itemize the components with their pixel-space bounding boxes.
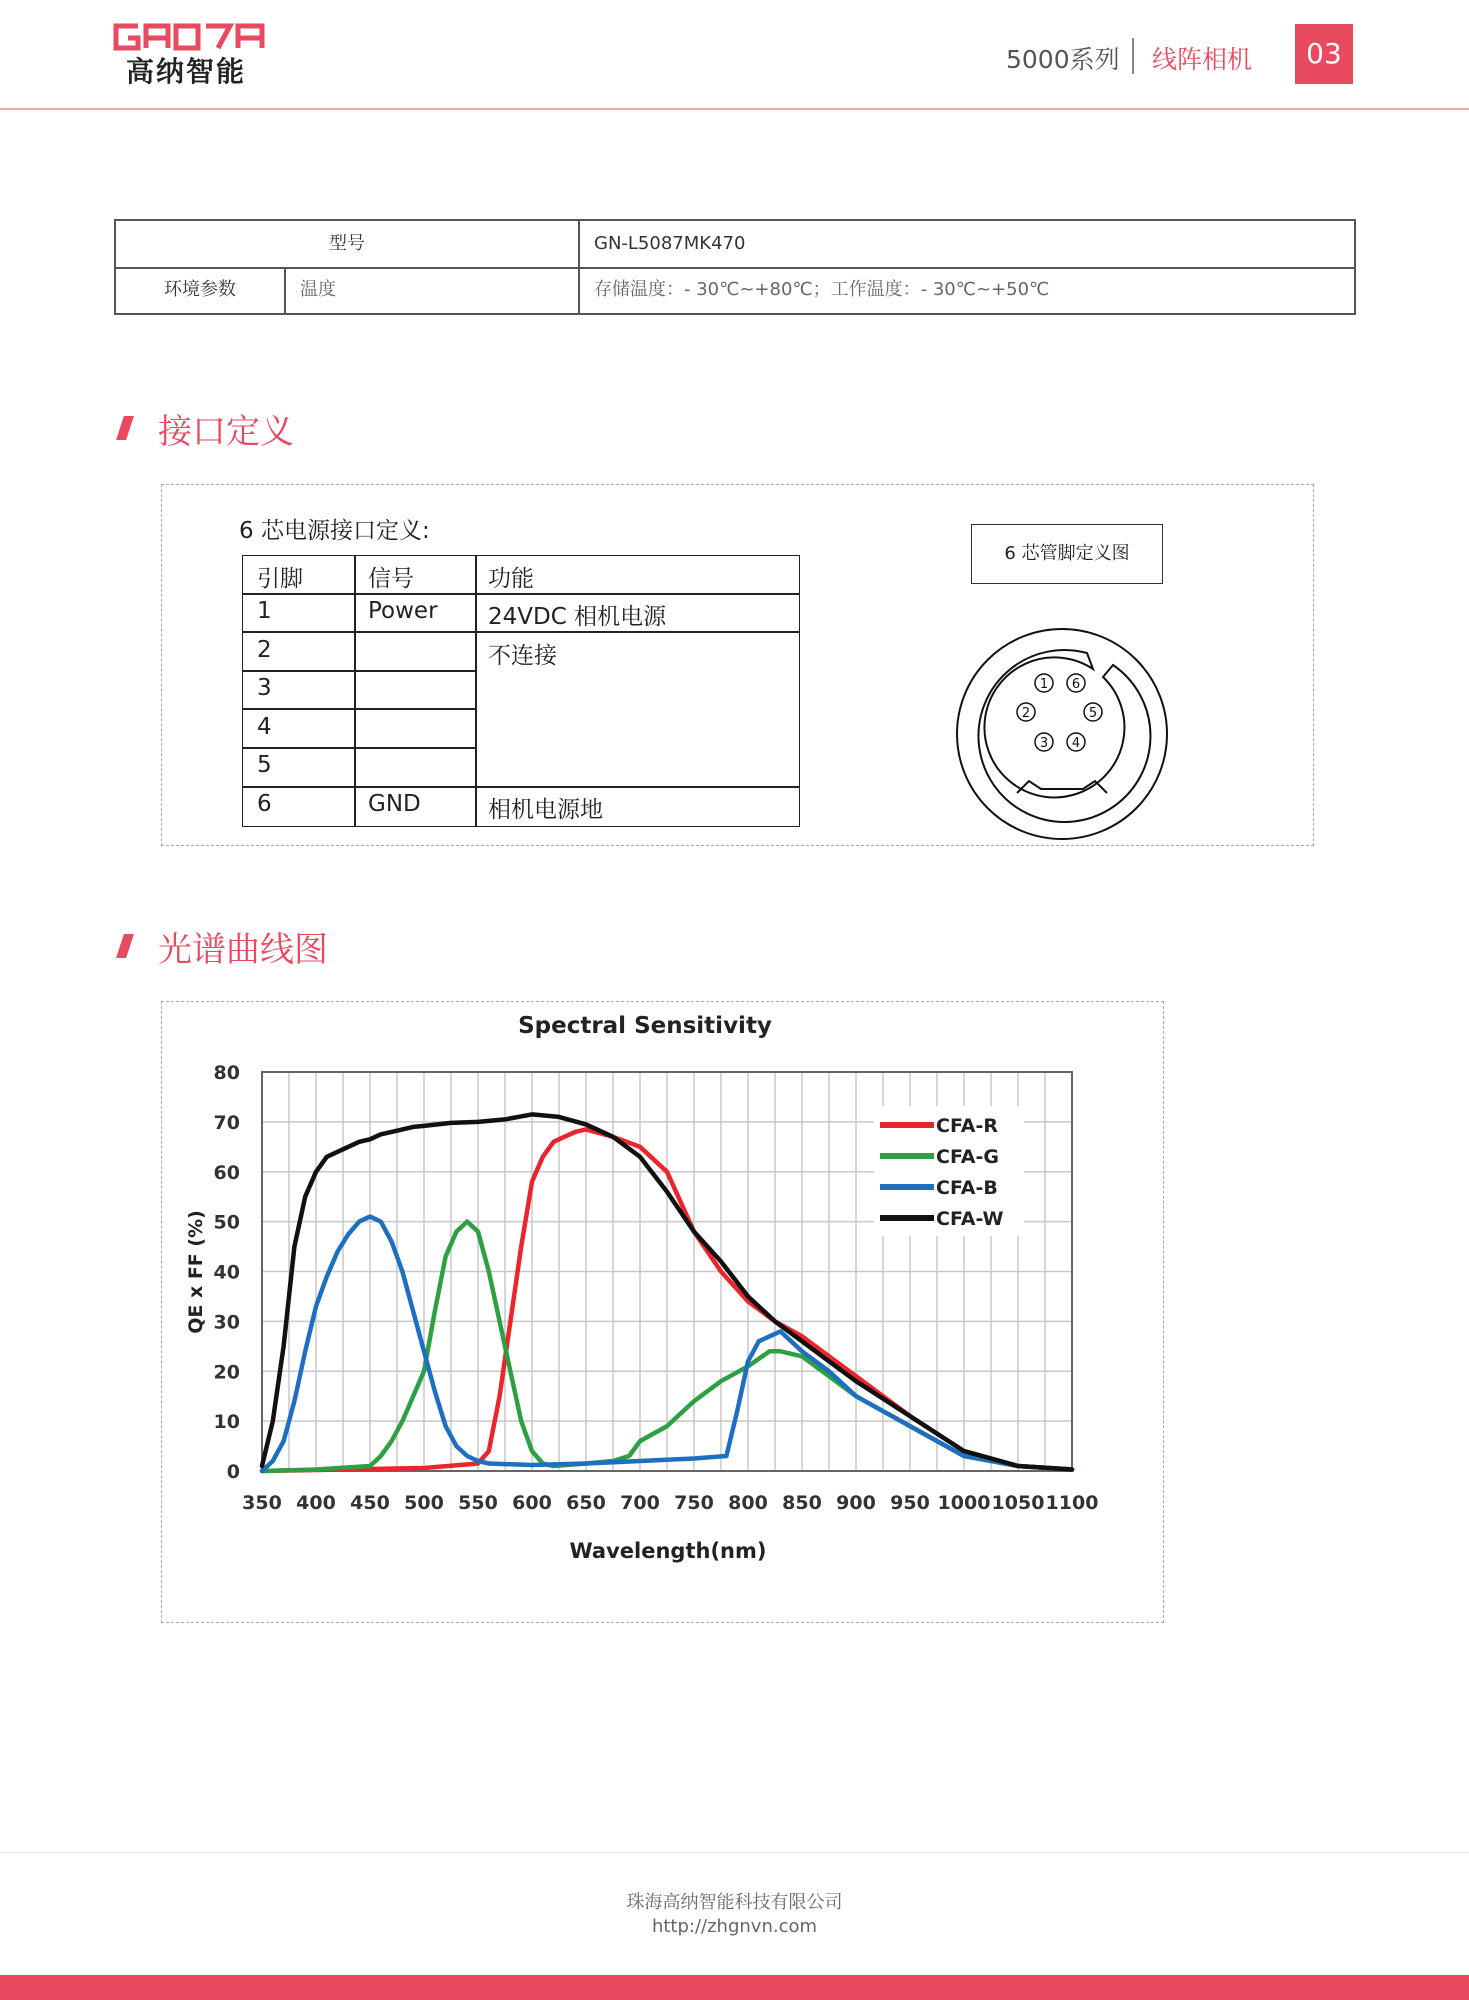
y-tick-label: 30 (213, 1311, 240, 1334)
footer-url: http://zhgnvn.com (651, 1916, 818, 1937)
header-series: 5000系列 (1006, 45, 1120, 74)
pin-5-label: 5 (1088, 706, 1098, 721)
spec-table (114, 219, 1356, 315)
logo-latin (110, 20, 270, 54)
pin-number: 1 (257, 598, 272, 624)
x-tick-label: 900 (836, 1492, 876, 1514)
row-divider (243, 747, 476, 749)
y-tick-label: 80 (213, 1062, 240, 1084)
section-marker (116, 934, 134, 958)
spec-value: 存储温度：- 30℃~+80℃；工作温度：- 30℃~+50℃ (594, 279, 1050, 300)
x-tick-label: 450 (350, 1492, 390, 1514)
x-tick-label: 1050 (991, 1492, 1045, 1514)
footer-bar (0, 1975, 1469, 2000)
pin-signal: Power (368, 598, 438, 624)
x-tick-label: 850 (782, 1492, 822, 1514)
x-axis-label: Wavelength(nm) (569, 1539, 767, 1563)
header-divider (1132, 38, 1134, 74)
section-title-interface: 接口定义 (158, 412, 294, 452)
x-tick-label: 550 (458, 1492, 498, 1514)
x-tick-label: 800 (728, 1492, 768, 1514)
connector-key (1017, 781, 1107, 793)
table-row (116, 267, 1354, 313)
logo-chinese: 高纳智能 (126, 55, 247, 88)
x-tick-label: 600 (512, 1492, 552, 1514)
x-tick-label: 950 (890, 1492, 930, 1514)
x-tick-label: 700 (620, 1492, 660, 1514)
spec-group: 环境参数 (164, 279, 236, 300)
connector-inner-ring (978, 650, 1150, 822)
y-tick-label: 50 (213, 1211, 240, 1234)
legend-label: CFA-B (936, 1177, 998, 1199)
pin-number: 3 (257, 675, 272, 701)
y-tick-label: 60 (213, 1161, 240, 1184)
legend-label: CFA-R (936, 1115, 998, 1137)
pin-function: 相机电源地 (488, 797, 603, 823)
y-tick-label: 20 (213, 1361, 240, 1384)
row-divider (243, 786, 799, 788)
spec-label: 温度 (300, 279, 336, 300)
x-tick-label: 500 (404, 1492, 444, 1514)
column-divider (475, 556, 477, 826)
x-tick-label: 1000 (937, 1492, 991, 1514)
pin-table-caption: 6 芯电源接口定义: (239, 518, 430, 544)
pin-number: 6 (257, 791, 272, 817)
y-axis-label: QE x FF (%) (185, 1210, 207, 1334)
pin-number: 5 (257, 752, 272, 778)
connector-outer-ring (957, 629, 1167, 839)
spectral-sensitivity-chart (162, 1002, 1162, 1622)
spec-label: 型号 (329, 233, 365, 254)
chart-legend (874, 1106, 1024, 1236)
x-tick-label: 1100 (1045, 1492, 1099, 1514)
footer-company: 珠海高纳智能科技有限公司 (626, 1892, 843, 1913)
chart-title: Spectral Sensitivity (518, 1013, 772, 1039)
header-function: 功能 (488, 566, 534, 592)
y-tick-label: 10 (213, 1411, 240, 1434)
pin-4-label: 4 (1071, 736, 1081, 751)
section-title-spectrum: 光谱曲线图 (158, 930, 328, 970)
footer-divider (0, 1852, 1469, 1853)
pin-number: 4 (257, 714, 272, 740)
y-tick-label: 70 (213, 1111, 240, 1134)
connector-diagram-caption: 6 芯管脚定义图 (971, 524, 1163, 584)
spec-value: GN-L5087MK470 (594, 233, 746, 254)
connector-pinout-diagram (953, 625, 1171, 843)
row-divider (243, 708, 476, 710)
pin-signal: GND (368, 791, 421, 817)
pin-function: 24VDC 相机电源 (488, 604, 667, 630)
pin-1-label: 1 (1039, 677, 1049, 692)
y-tick-label: 0 (226, 1461, 240, 1483)
section-marker (116, 416, 134, 440)
cell-divider (284, 267, 286, 313)
header-pin: 引脚 (257, 566, 303, 592)
header-category: 线阵相机 (1152, 45, 1253, 74)
row-divider (243, 593, 799, 595)
pin-table (242, 555, 800, 827)
x-tick-label: 350 (242, 1492, 282, 1514)
pin-number: 2 (257, 637, 272, 663)
x-tick-label: 650 (566, 1492, 606, 1514)
y-tick-label: 40 (213, 1261, 240, 1284)
header-divider-line (0, 108, 1469, 110)
legend-label: CFA-W (936, 1208, 1004, 1230)
table-row (116, 221, 1354, 269)
x-tick-label: 750 (674, 1492, 714, 1514)
column-divider (354, 556, 356, 826)
legend-label: CFA-G (936, 1146, 999, 1168)
header-signal: 信号 (368, 566, 414, 592)
row-divider (243, 631, 799, 633)
pin-6-label: 6 (1071, 677, 1081, 692)
x-tick-label: 400 (296, 1492, 336, 1514)
pin-function: 不连接 (488, 643, 557, 669)
cell-divider (578, 221, 580, 267)
page-number-badge: 03 (1295, 24, 1353, 84)
pin-3-label: 3 (1039, 736, 1049, 751)
row-divider (243, 670, 476, 672)
cell-divider (578, 267, 580, 313)
pin-2-label: 2 (1021, 706, 1031, 721)
